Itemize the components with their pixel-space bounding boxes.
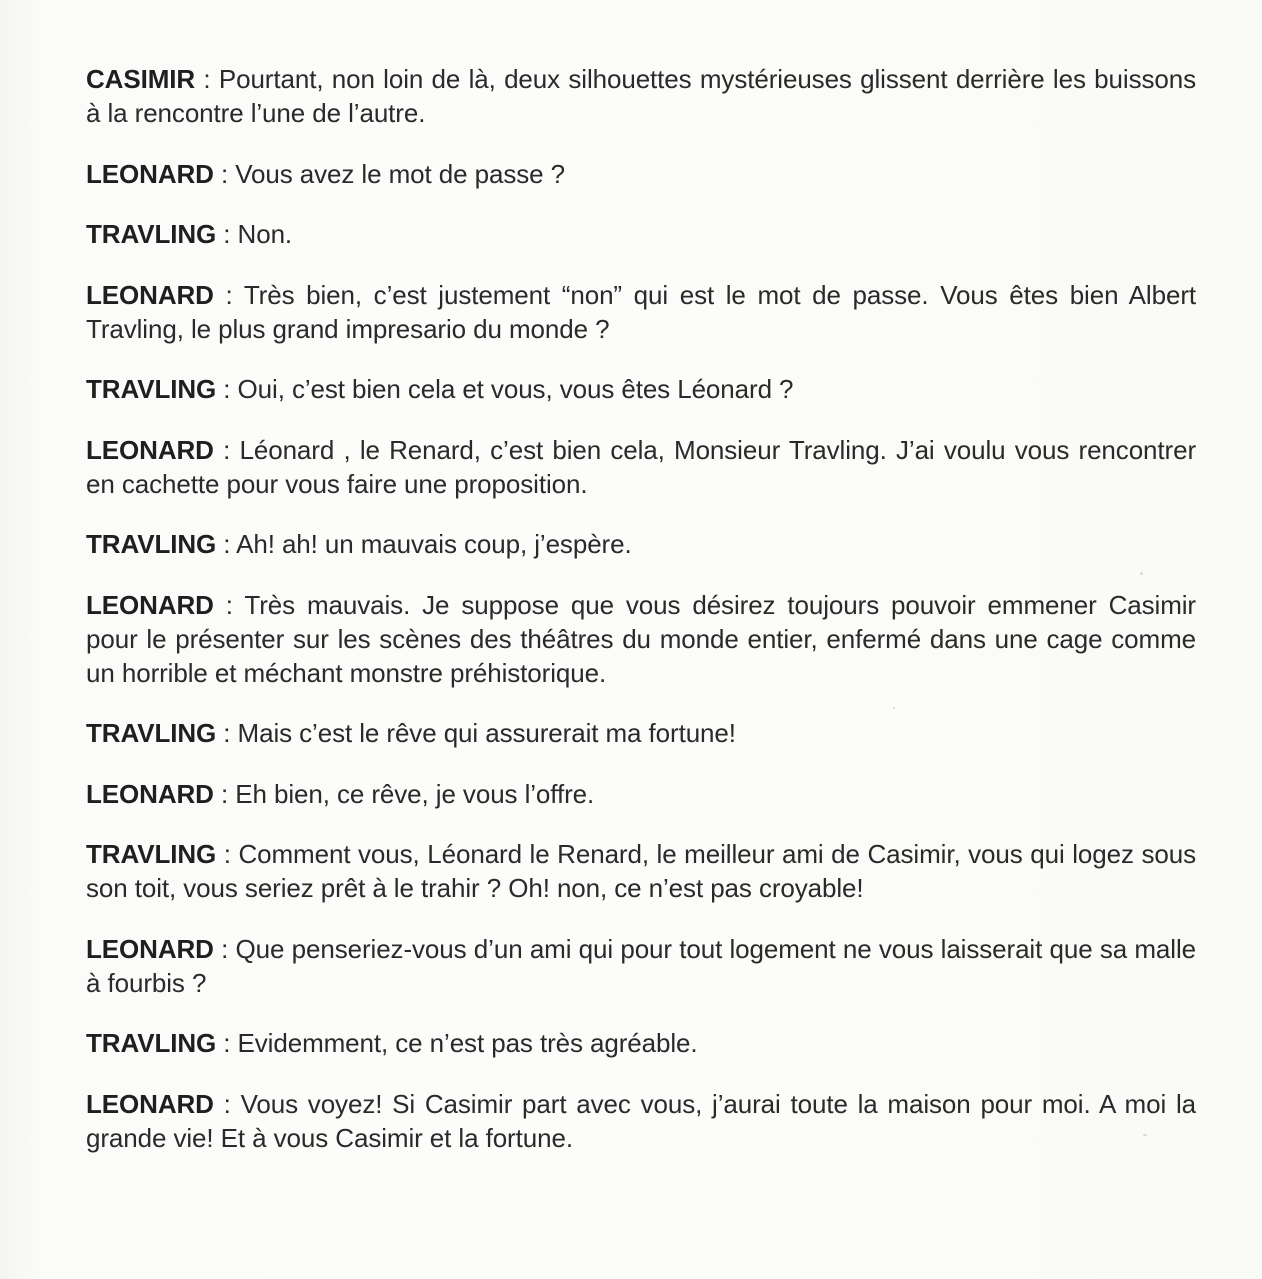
- speaker-separator: :: [213, 158, 236, 189]
- speaker-name: LEONARD: [86, 778, 214, 809]
- speaker-separator: :: [213, 279, 244, 310]
- dialogue-line: [86, 278, 1196, 346]
- line-text: Evidemment, ce n’est pas très agréable.: [237, 1028, 698, 1058]
- speaker-name: TRAVLING: [86, 529, 217, 559]
- speaker-name: TRAVLING: [86, 374, 217, 404]
- line-text: Très mauvais. Je suppose que vous désirez toujours pouvoir emmener Casimir pour le présenter sur les scènes des théâtres du monde entier, enfermé dans une cage comme un horrible et méchant monstre préhistorique.: [86, 589, 1196, 688]
- line-text: Vous avez le mot de passe ?: [235, 158, 565, 189]
- line-text: Non.: [237, 219, 293, 249]
- speaker-separator: :: [216, 219, 238, 249]
- speaker-name: TRAVLING: [86, 839, 217, 869]
- line-text: Mais c’est le rêve qui assurerait ma fortune!: [237, 718, 736, 748]
- paper-speck: [893, 707, 895, 709]
- paper-speck: [1140, 572, 1143, 575]
- line-text: Léonard , le Renard, c’est bien cela, Monsieur Travling. J’ai voulu vous rencontrer en cachette pour vous faire une proposition.: [86, 434, 1197, 499]
- speaker-separator: :: [213, 778, 236, 809]
- speaker-separator: :: [216, 529, 237, 559]
- speaker-separator: :: [216, 839, 239, 869]
- speaker-name: TRAVLING: [86, 718, 217, 748]
- dialogue-line: [86, 1087, 1196, 1155]
- speaker-name: LEONARD: [86, 589, 214, 620]
- dialogue-line: [86, 777, 1196, 811]
- speaker-separator: :: [213, 434, 240, 465]
- line-text: Que penseriez-vous d’un ami qui pour tout logement ne vous laisserait que sa malle à fourbis ?: [86, 933, 1196, 998]
- dialogue-line: [86, 837, 1196, 905]
- dialogue-line: [86, 1026, 1196, 1060]
- dialogue-script: [86, 62, 1196, 1181]
- line-text: Pourtant, non loin de là, deux silhouettes mystérieuses glissent derrière les buissons à la rencontre l’une de l’autre.: [86, 64, 1196, 128]
- speaker-name: CASIMIR: [86, 64, 196, 94]
- dialogue-line: [86, 433, 1196, 501]
- dialogue-line: [86, 217, 1196, 251]
- speaker-name: LEONARD: [86, 933, 214, 964]
- line-text: Comment vous, Léonard le Renard, le meilleur ami de Casimir, vous qui logez sous son toit, vous seriez prêt à le trahir ? Oh! non, ce n’est pas croyable!: [86, 839, 1196, 903]
- dialogue-line: [86, 527, 1196, 561]
- dialogue-line: [86, 157, 1196, 191]
- speaker-separator: :: [195, 64, 219, 94]
- speaker-name: LEONARD: [86, 1088, 214, 1119]
- paper-speck: [1143, 1134, 1147, 1136]
- line-text: Eh bien, ce rêve, je vous l’offre.: [235, 778, 595, 809]
- speaker-separator: :: [216, 374, 238, 404]
- line-text: Très bien, c’est justement “non” qui est le mot de passe. Vous êtes bien Albert Travling, le plus grand impresario du monde ?: [86, 279, 1196, 344]
- line-text: Ah! ah! un mauvais coup, j’espère.: [236, 529, 632, 559]
- speaker-separator: :: [216, 718, 238, 748]
- dialogue-line: [86, 932, 1196, 1000]
- speaker-name: TRAVLING: [86, 1028, 217, 1058]
- speaker-separator: :: [213, 933, 236, 964]
- dialogue-line: [86, 716, 1196, 750]
- speaker-separator: :: [213, 589, 245, 620]
- dialogue-line: [86, 62, 1196, 130]
- speaker-name: TRAVLING: [86, 219, 217, 249]
- dialogue-line: [86, 588, 1196, 690]
- speaker-name: LEONARD: [86, 279, 214, 310]
- speaker-separator: :: [213, 1088, 241, 1119]
- speaker-name: LEONARD: [86, 158, 214, 189]
- line-text: Vous voyez! Si Casimir part avec vous, j’aurai toute la maison pour moi. A moi la grande vie! Et à vous Casimir et la fortune.: [86, 1088, 1196, 1153]
- speaker-name: LEONARD: [86, 434, 214, 465]
- dialogue-line: [86, 372, 1196, 406]
- line-text: Oui, c’est bien cela et vous, vous êtes Léonard ?: [237, 374, 794, 404]
- speaker-separator: :: [216, 1028, 238, 1058]
